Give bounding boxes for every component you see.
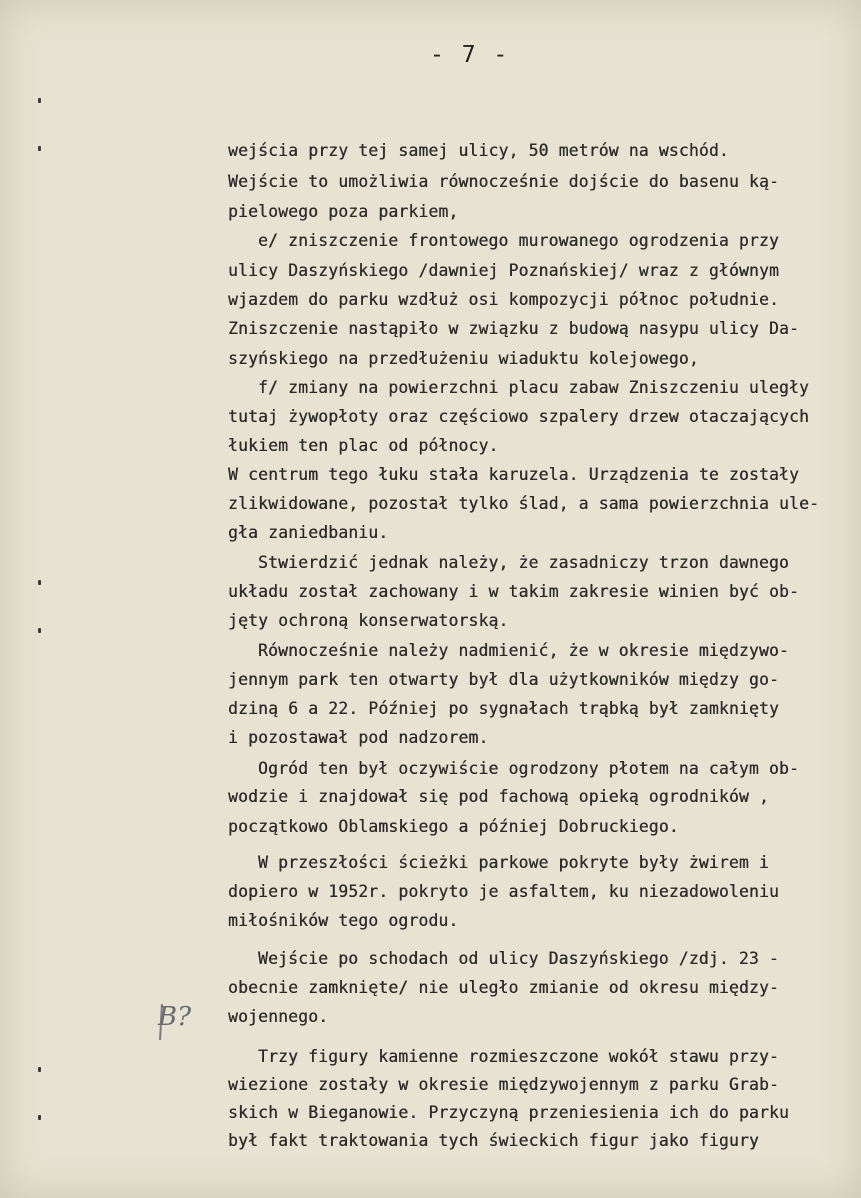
- text-line: ulicy Daszyńskiego /dawniej Poznańskiej/ wraz z głównym: [228, 261, 779, 280]
- text-line: W przeszłości ścieżki parkowe pokryte były żwirem i: [258, 853, 769, 872]
- text-line: dziną 6 a 22. Później po sygnałach trąbką był zamknięty: [228, 699, 779, 718]
- text-line: gła zaniedbaniu.: [228, 523, 389, 542]
- punch-hole-mark: [38, 98, 41, 103]
- text-line: szyńskiego na przedłużeniu wiaduktu kolejowego,: [228, 349, 699, 368]
- punch-hole-mark: [38, 628, 41, 633]
- text-line: tutaj żywopłoty oraz częściowo szpalery drzew otaczających: [228, 407, 810, 426]
- text-line: pielowego poza parkiem,: [228, 202, 459, 221]
- text-line: jęty ochroną konserwatorską.: [228, 611, 509, 630]
- text-line: obecnie zamknięte/ nie uległo zmianie od okresu między-: [228, 978, 779, 997]
- punch-hole-mark: [38, 146, 41, 151]
- punch-hole-mark: [38, 1067, 41, 1072]
- text-line: łukiem ten plac od północy.: [228, 436, 499, 455]
- page-number: - 7 -: [430, 42, 510, 68]
- text-line: początkowo Oblamskiego a później Dobruckiego.: [228, 817, 679, 836]
- text-line: Trzy figury kamienne rozmieszczone wokół stawu przy-: [258, 1047, 779, 1066]
- text-line: Stwierdzić jednak należy, że zasadniczy trzon dawnego: [258, 553, 789, 572]
- text-line: wodzie i znajdował się pod fachową opieką ogrodników ,: [228, 787, 769, 806]
- punch-hole-mark: [38, 580, 41, 585]
- text-line: zlikwidowane, pozostał tylko ślad, a sama powierzchnia ule-: [228, 494, 820, 513]
- text-line: wejścia przy tej samej ulicy, 50 metrów na wschód.: [228, 141, 729, 160]
- text-line: f/ zmiany na powierzchni placu zabaw Zniszczeniu uległy: [258, 378, 809, 397]
- text-line: układu został zachowany i w takim zakresie winien być ob-: [228, 582, 800, 601]
- text-line: e/ zniszczenie frontowego murowanego ogrodzenia przy: [258, 231, 779, 250]
- punch-hole-mark: [38, 1115, 41, 1120]
- text-line: Ogród ten był oczywiście ogrodzony płotem na całym ob-: [258, 759, 799, 778]
- text-line: Zniszczenie nastąpiło w związku z budową nasypu ulicy Da-: [228, 319, 800, 338]
- text-line: wojennego.: [228, 1007, 329, 1026]
- text-line: Równocześnie należy nadmienić, że w okresie międzywo-: [258, 641, 789, 660]
- margin-handwritten-note: B?: [158, 1002, 192, 1032]
- text-line: W centrum tego łuku stała karuzela. Urządzenia te zostały: [228, 465, 800, 484]
- text-line: skich w Bieganowie. Przyczyną przeniesienia ich do parku: [228, 1103, 790, 1122]
- text-line: jennym park ten otwarty był dla użytkowników między go-: [228, 670, 779, 689]
- text-line: był fakt traktowania tych świeckich figur jako figury: [228, 1131, 759, 1150]
- text-line: Wejście po schodach od ulicy Daszyńskiego /zdj. 23 -: [258, 949, 779, 968]
- text-line: miłośników tego ogrodu.: [228, 911, 459, 930]
- text-line: wiezione zostały w okresie międzywojennym z parku Grab-: [228, 1075, 779, 1094]
- text-line: i pozostawał pod nadzorem.: [228, 728, 489, 747]
- text-line: dopiero w 1952r. pokryto je asfaltem, ku niezadowoleniu: [228, 882, 779, 901]
- text-line: Wejście to umożliwia równocześnie dojście do basenu ką-: [228, 172, 779, 191]
- text-line: wjazdem do parku wzdłuż osi kompozycji północ południe.: [228, 290, 779, 309]
